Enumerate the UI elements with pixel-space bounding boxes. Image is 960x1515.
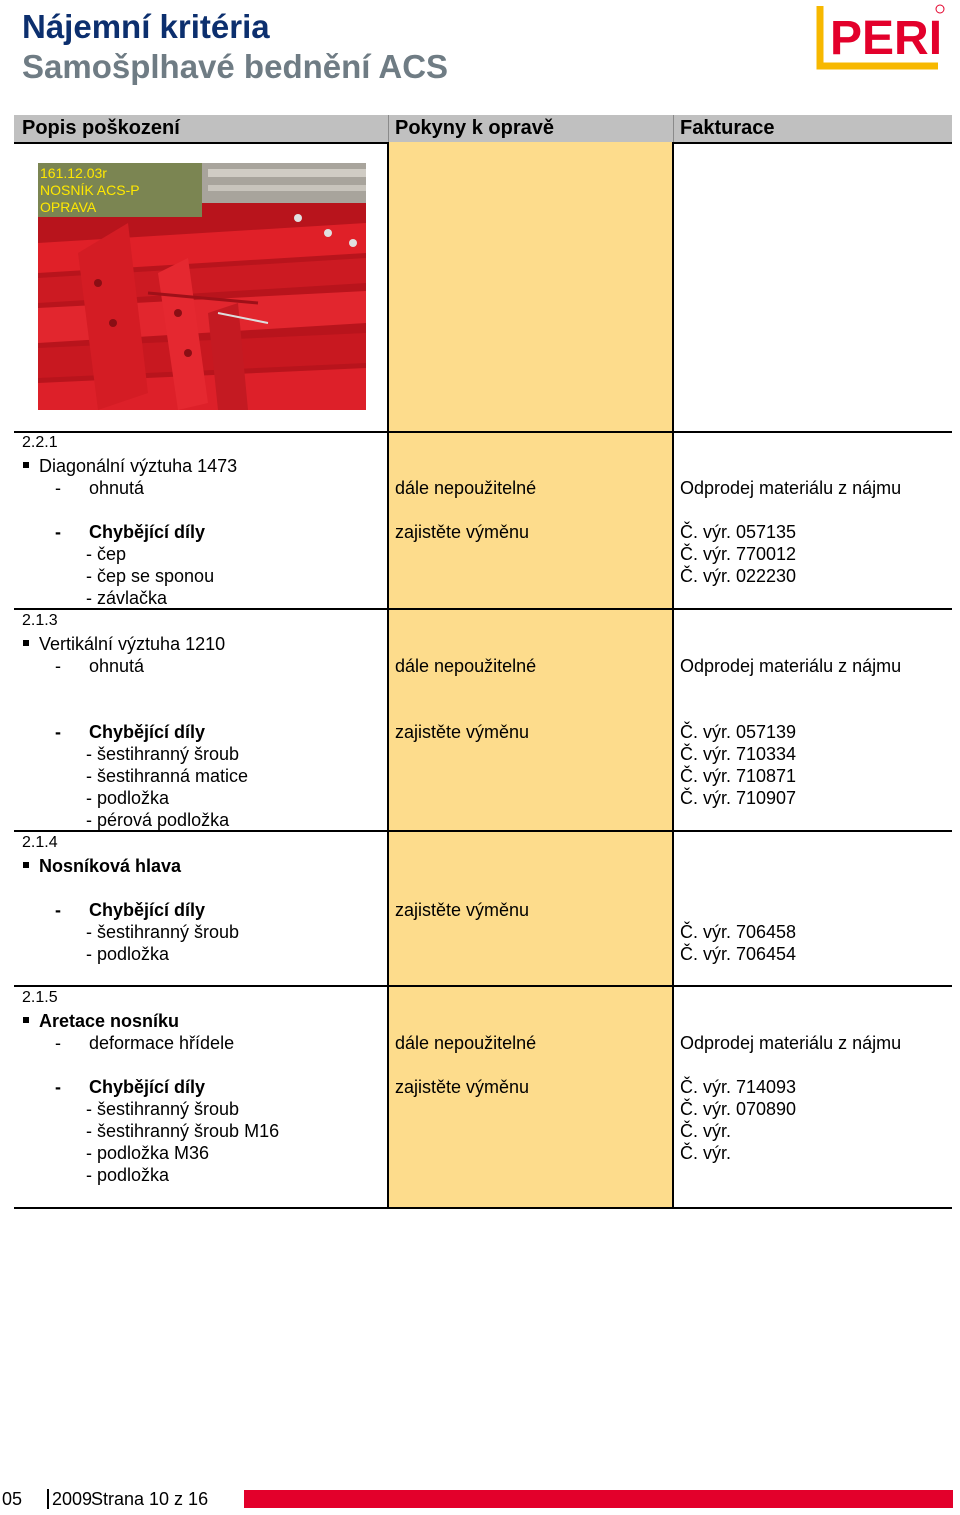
bullet-icon <box>23 862 29 868</box>
dash: - <box>55 1033 61 1053</box>
dash: - <box>55 656 61 676</box>
column-header-billing: Fakturace <box>680 117 775 139</box>
missing-parts-label: Chybějící díly <box>89 722 206 742</box>
page-title: Nájemní kritéria <box>22 8 270 45</box>
page-subtitle: Samošplhavé bednění ACS <box>22 48 449 85</box>
billing-text: Odprodej materiálu z nájmu <box>680 656 902 676</box>
section-title: Aretace nosníku <box>39 1011 180 1031</box>
column-header-damage: Popis poškození <box>22 117 180 139</box>
part-number: Č. výr. 710907 <box>680 788 797 808</box>
photo-caption: 161.12.03r NOSNÍK ACS-P OPRAVA <box>38 163 202 217</box>
logo-text: PERI <box>830 12 943 65</box>
repair-action: zajistěte výměnu <box>395 722 530 742</box>
bullet-icon <box>23 640 29 646</box>
part-item: - šestihranný šroub <box>86 922 240 942</box>
part-number: Č. výr. 057135 <box>680 522 797 542</box>
footer-divider <box>47 1489 49 1509</box>
part-number: Č. výr. 057139 <box>680 722 797 742</box>
part-number: Č. výr. 706454 <box>680 944 797 964</box>
repair-action: zajistěte výměnu <box>395 900 530 920</box>
billing-text: Odprodej materiálu z nájmu <box>680 1033 902 1053</box>
part-item: - šestihranný šroub M16 <box>86 1121 280 1141</box>
bullet-icon <box>23 1017 29 1023</box>
part-number: Č. výr. <box>680 1143 732 1163</box>
repair-action: zajistěte výměnu <box>395 522 530 542</box>
row-divider <box>14 431 952 433</box>
repair-action: zajistěte výměnu <box>395 1077 530 1097</box>
part-number: Č. výr. 710334 <box>680 744 797 764</box>
dash: - <box>55 522 61 542</box>
table-header <box>14 115 952 144</box>
part-item: - podložka <box>86 1165 170 1185</box>
damage-text: deformace hřídele <box>89 1033 235 1053</box>
row-divider <box>14 985 952 987</box>
part-item: - šestihranná matice <box>86 766 249 786</box>
column-divider <box>387 142 389 1208</box>
damage-text: ohnutá <box>89 656 145 676</box>
part-item: - podložka <box>86 788 170 808</box>
section-number: 2.1.3 <box>22 612 58 629</box>
section-number: 2.1.5 <box>22 989 58 1006</box>
column-divider <box>672 142 674 1208</box>
part-number: Č. výr. 706458 <box>680 922 797 942</box>
part-number: Č. výr. 714093 <box>680 1077 797 1097</box>
part-number: Č. výr. 710871 <box>680 766 797 786</box>
part-item: - závlačka <box>86 588 168 608</box>
part-number: Č. výr. 022230 <box>680 566 797 586</box>
dash: - <box>55 478 61 498</box>
dash: - <box>55 722 61 742</box>
bullet-icon <box>23 462 29 468</box>
damage-photo <box>38 163 366 410</box>
missing-parts-label: Chybějící díly <box>89 522 206 542</box>
part-number: Č. výr. <box>680 1121 732 1141</box>
damage-text: ohnutá <box>89 478 145 498</box>
dash: - <box>55 900 61 920</box>
part-item: - pérová podložka <box>86 810 230 830</box>
column-header-repair: Pokyny k opravě <box>395 117 554 139</box>
section-number: 2.2.1 <box>22 434 58 451</box>
part-item: - čep <box>86 544 127 564</box>
part-item: - podložka M36 <box>86 1143 210 1163</box>
page-number: Strana 10 z 16 <box>91 1489 209 1509</box>
missing-parts-label: Chybějící díly <box>89 900 206 920</box>
part-item: - podložka <box>86 944 170 964</box>
repair-action: dále nepoužitelné <box>395 1033 537 1053</box>
repair-action: dále nepoužitelné <box>395 478 537 498</box>
repair-action: dále nepoužitelné <box>395 656 537 676</box>
part-number: Č. výr. 770012 <box>680 544 797 564</box>
section-title: Vertikální výztuha 1210 <box>39 634 226 654</box>
footer-month: 05 <box>2 1489 23 1509</box>
part-item: - čep se sponou <box>86 566 215 586</box>
peri-logo <box>814 2 946 70</box>
missing-parts-label: Chybějící díly <box>89 1077 206 1097</box>
dash: - <box>55 1077 61 1097</box>
billing-text: Odprodej materiálu z nájmu <box>680 478 902 498</box>
footer-red-bar <box>244 1490 953 1508</box>
section-title: Diagonální výztuha 1473 <box>39 456 238 476</box>
footer-year: 2009 <box>52 1489 93 1509</box>
part-number: Č. výr. 070890 <box>680 1099 797 1119</box>
part-item: - šestihranný šroub <box>86 1099 240 1119</box>
part-item: - šestihranný šroub <box>86 744 240 764</box>
row-divider <box>14 1207 952 1209</box>
section-number: 2.1.4 <box>22 834 58 851</box>
section-title: Nosníková hlava <box>39 856 182 876</box>
